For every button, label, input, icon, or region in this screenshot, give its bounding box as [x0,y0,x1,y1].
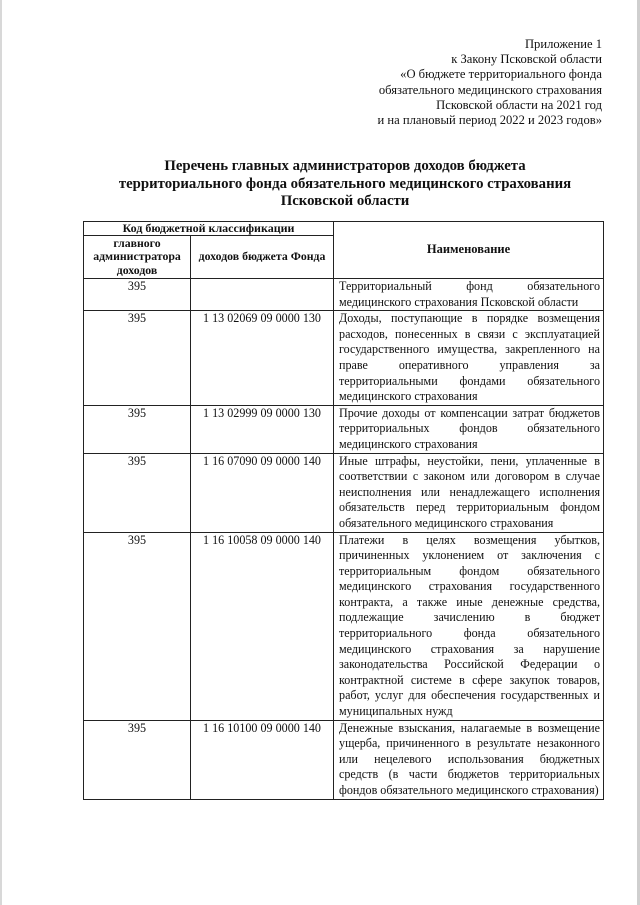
table-row [84,453,604,532]
name-cell: Платежи в целях возмещения убытков, причиненных уклонением от заключения с территориальным фондом обязательного медицинского страхования государственного контракта, а также иные денежные средства, подлежащие зачислению в бюджет территориального фонда обязательного медицинского страхования за нарушение законодательства Российской Федерации о контрактной системе в сфере закупок товаров, работ, услуг для обеспечения государственных и муниципальных нужд [334,532,604,720]
header-budget-classification: Код бюджетной классификации [84,222,334,236]
admin-code-cell: 395 [84,279,191,311]
admin-code-cell: 395 [84,405,191,453]
name-cell: Доходы, поступающие в порядке возмещения расходов, понесенных в связи с эксплуатацией государственного имущества, закрепленного на праве оперативного управления за территориальными фондами обязательного медицинского страхования [334,311,604,406]
admin-code-cell: 395 [84,453,191,532]
appendix-line: Псковской области на 2021 год [436,97,602,112]
appendix-line: «О бюджете территориального фонда [400,67,602,82]
table-row [84,279,604,311]
income-code-cell: 1 13 02999 09 0000 130 [191,405,334,453]
admin-code-cell: 395 [84,532,191,720]
title-line: Перечень главных администраторов доходов бюджета [164,158,526,174]
administrators-table [83,221,604,800]
name-cell: Иные штрафы, неустойки, пени, уплаченные в соответствии с законом или договором в случае неисполнения или ненадлежащего исполнения обязательств перед территориальным фондом обязательного медицинского страхования [334,453,604,532]
admin-code-cell: 395 [84,311,191,406]
title-line: территориального фонда обязательного медицинского страхования [118,175,572,192]
income-code-cell: 1 16 07090 09 0000 140 [191,453,334,532]
appendix-line: и на плановый период 2022 и 2023 годов» [377,113,602,128]
document-title [60,158,630,211]
appendix-line: Приложение 1 [524,37,602,51]
table-row [84,405,604,453]
table-row [84,311,604,406]
income-code-cell: 1 16 10100 09 0000 140 [191,720,334,799]
name-cell: Денежные взыскания, налагаемые в возмещение ущерба, причиненного в результате незаконного или нецелевого использования бюджетных средств (в части бюджетов территориальных фондов обязательного медицинского страхования) [334,720,604,799]
table-row [84,532,604,720]
name-cell: Территориальный фонд обязательного медицинского страхования Псковской области [334,279,604,311]
header-income-code: доходов бюджета Фонда [191,236,334,279]
name-cell: Прочие доходы от компенсации затрат бюджетов территориальных фондов обязательного медицинского страхования [334,405,604,453]
appendix-line: к Закону Псковской области [451,52,602,67]
income-code-cell: 1 16 10058 09 0000 140 [191,532,334,720]
income-code-cell [191,279,334,311]
income-code-cell: 1 13 02069 09 0000 130 [191,311,334,406]
appendix-note [272,37,602,128]
admin-code-cell: 395 [84,720,191,799]
table-row [84,720,604,799]
title-line: Псковской области [280,193,410,209]
header-name: Наименование [334,222,604,279]
appendix-line: обязательного медицинского страхования [378,82,602,97]
scan-edge-left [0,0,2,905]
header-admin-code: главного администратора доходов [84,236,191,279]
